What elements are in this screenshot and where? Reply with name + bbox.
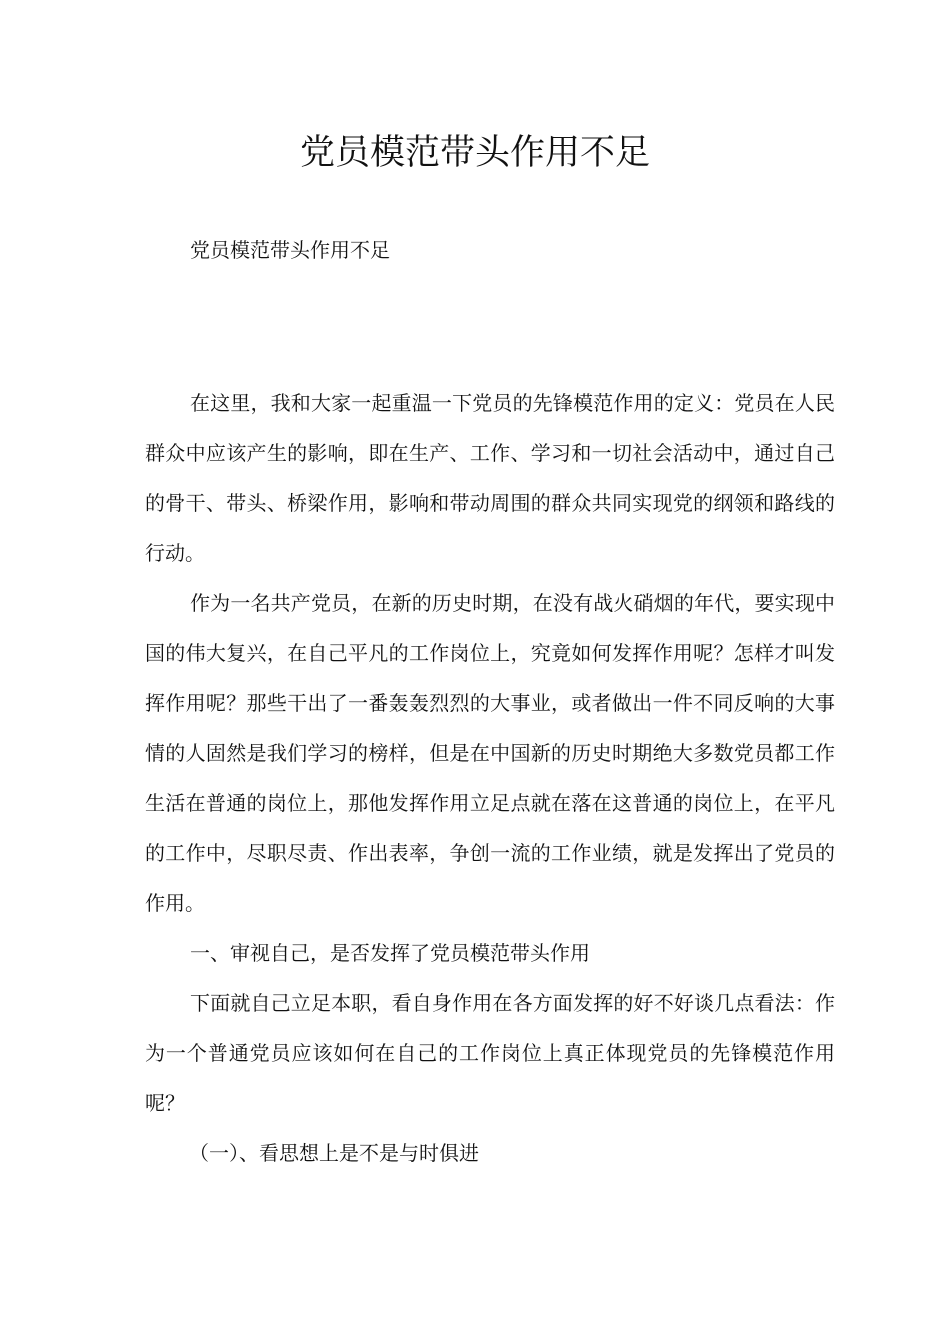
document-body [145,378,835,1178]
paragraph-self-review: 下面就自己立足本职，看自身作用在各方面发挥的好不好谈几点看法：作为一个普通党员应该如何在自己的工作岗位上真正体现党员的先锋模范作用呢？ [145,991,835,1115]
subsection-heading-1: （一）、看思想上是不是与时俱进 [189,1141,479,1165]
document-title: 党员模范带头作用不足 [299,133,650,173]
paragraph-role: 作为一名共产党员，在新的历史时期，在没有战火硝烟的年代，要实现中国的伟大复兴，在自己平凡的工作岗位上，究竟如何发挥作用呢？怎样才叫发挥作用呢？那些干出了一番轰轰烈烈的大事业，或者做出一件不同反响的大事情的人固然是我们学习的榜样，但是在中国新的历史时期绝大多数党员都工作生活在普通的岗位上，那他发挥作用立足点就在落在这普通的岗位上，在平凡的工作中，尽职尽责、作出表率，争创一流的工作业绩，就是发挥出了党员的作用。 [145,591,835,915]
section-heading-1: 一、审视自己，是否发挥了党员模范带头作用 [190,941,590,965]
document-subtitle: 党员模范带头作用不足 [190,238,390,262]
paragraph-definition: 在这里，我和大家一起重温一下党员的先锋模范作用的定义：党员在人民群众中应该产生的影响，即在生产、工作、学习和一切社会活动中，通过自己的骨干、带头、桥梁作用，影响和带动周围的群众共同实现党的纲领和路线的行动。 [145,391,835,565]
